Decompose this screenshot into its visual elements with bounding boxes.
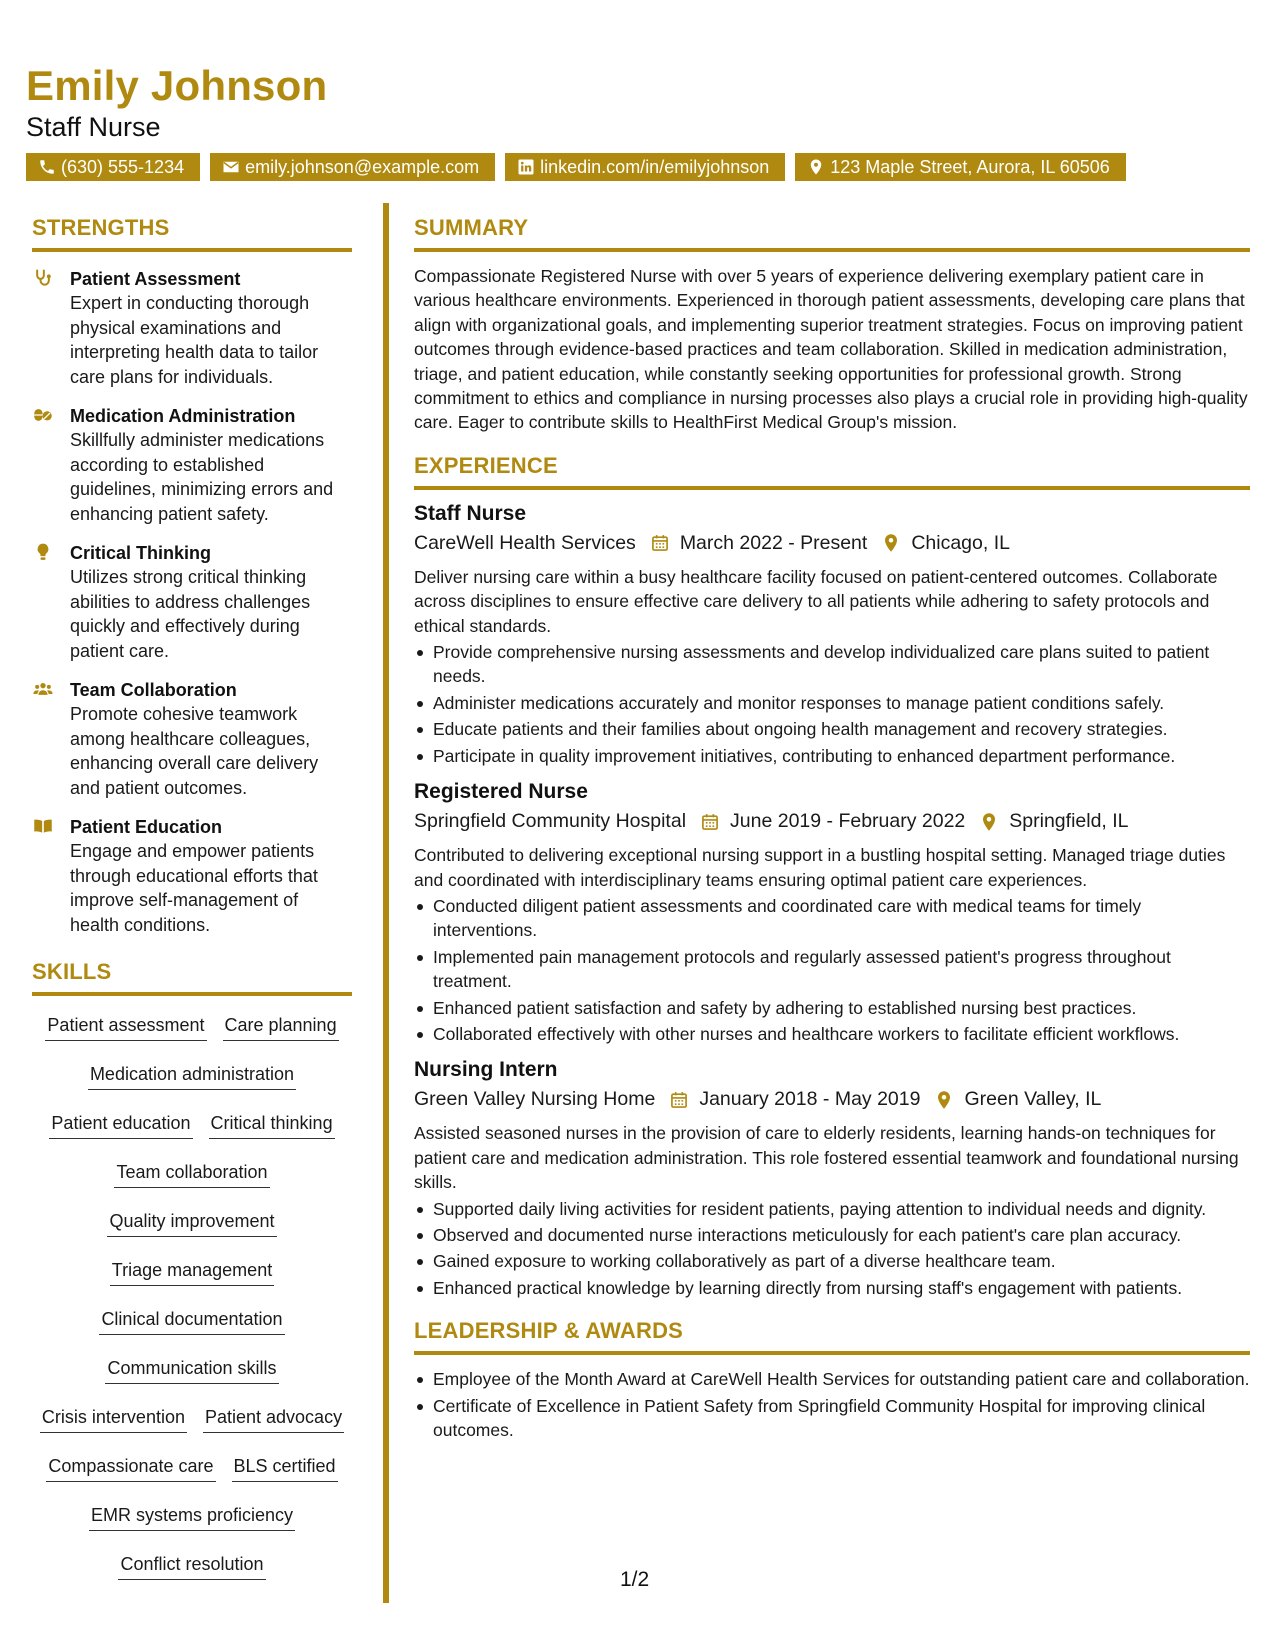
strength-desc: Utilizes strong critical thinking abilities to address challenges quickly and effectively during patient care. [70,567,311,661]
phone-icon [38,158,56,176]
pills-icon [32,405,54,425]
job-company: Green Valley Nursing Home [414,1088,656,1111]
strength-desc: Expert in conducting thorough physical examinations and interpreting health data to tailor care plans for individuals. [70,293,319,387]
job-meta [414,532,1250,555]
skill-tag: Triage management [110,1257,274,1286]
skills-list [32,1004,352,1592]
contact-linkedin-text: linkedin.com/in/emilyjohnson [540,157,770,177]
skill-tag: Team collaboration [114,1159,269,1188]
summary-text: Compassionate Registered Nurse with over 5 years of experience delivering exemplary patient care in various healthcare environments. Experienced in thorough patient assessments, developing care plans that align with organizational goals, and implementing superior treatment strategies. Focus on improving patient outcomes through evidence-based practices and team collaboration. Skilled in medication administration, triage, and patient education, while constantly seeking opportunities for professional growth. Strong commitment to ethics and compliance in nursing processes also plays a crucial role in providing high-quality care. Eager to contribute skills to HealthFirst Medical Group's mission. [414,266,1248,433]
job-description: Assisted seasoned nurses in the provision of care to elderly residents, learning hands-on techniques for patient care and medication administration. This role fostered essential teamwork and foundational nursing skills. [414,1123,1239,1193]
job-bullet: Participate in quality improvement initiatives, contributing to enhanced department performance. [414,744,1250,768]
contact-phone[interactable] [26,153,200,181]
strength-item [32,541,352,663]
skill-tag: Quality improvement [107,1208,276,1237]
strength-title: Critical Thinking [70,543,212,563]
awards-title: LEADERSHIP & AWARDS [414,1318,684,1344]
job-bullets [414,1197,1250,1301]
map-pin-icon [807,158,825,176]
skill-tag: Crisis intervention [40,1404,187,1433]
contact-address[interactable] [795,153,1126,181]
book-icon [32,816,54,836]
experience-rule [414,486,1250,490]
contact-address-text: 123 Maple Street, Aurora, IL 60506 [830,157,1110,177]
skill-tag: Compassionate care [46,1453,215,1482]
strength-title: Patient Education [70,817,223,837]
job-bullet: Administer medications accurately and monitor responses to manage patient conditions safely. [414,691,1250,715]
contact-linkedin[interactable] [505,153,785,181]
job-description: Contributed to delivering exceptional nursing support in a bustling hospital setting. Managed triage duties and coordinated with interdisciplinary teams ensuring optimal patient care experiences. [414,845,1226,890]
job-meta [414,810,1250,833]
skill-tag: Communication skills [105,1355,278,1384]
lightbulb-icon [32,542,54,562]
map-pin-icon [979,812,999,832]
job-bullet: Enhanced practical knowledge by learning directly from nursing staff's engagement with patients. [414,1276,1250,1300]
job-title: Nursing Intern [414,1058,558,1082]
map-pin-icon [881,533,901,553]
summary-section [414,215,1250,435]
summary-rule [414,248,1250,252]
linkedin-icon [517,158,535,176]
skill-tag: BLS certified [232,1453,338,1482]
skill-tag: Conflict resolution [118,1551,265,1580]
job-bullet: Collaborated effectively with other nurses and healthcare workers to facilitate efficient workflows. [414,1022,1250,1046]
skills-rule [32,992,352,996]
job-bullet: Enhanced patient satisfaction and safety by adhering to established nursing best practices. [414,996,1250,1020]
award-item: Employee of the Month Award at CareWell Health Services for outstanding patient care and collaboration. [414,1367,1250,1391]
job-company: Springfield Community Hospital [414,810,687,833]
candidate-name: Emily Johnson [26,62,328,109]
column-divider [383,203,389,1603]
job-bullets [414,640,1250,768]
strength-item [32,267,352,389]
job-location: Springfield, IL [1009,810,1129,833]
strengths-rule [32,248,352,252]
strength-title: Medication Administration [70,406,296,426]
job-bullet: Provide comprehensive nursing assessments and develop individualized care plans suited to patient needs. [414,640,1250,689]
contact-email[interactable] [210,153,495,181]
strength-title: Patient Assessment [70,269,241,289]
skill-tag: Patient education [49,1110,192,1139]
job-entry [414,502,1250,768]
strength-desc: Skillfully administer medications according to established guidelines, minimizing errors and enhancing patient safety. [70,430,334,524]
job-dates: March 2022 - Present [679,531,868,554]
skill-tag: Patient assessment [45,1012,206,1041]
awards-rule [414,1351,1250,1355]
experience-title: EXPERIENCE [414,452,558,478]
award-item: Certificate of Excellence in Patient Safety from Springfield Community Hospital for improving clinical outcomes. [414,1394,1250,1443]
strength-item [32,678,352,800]
job-bullet: Observed and documented nurse interactions meticulously for each patient's care plan accuracy. [414,1223,1250,1247]
job-bullet: Supported daily living activities for resident patients, paying attention to individual needs and dignity. [414,1197,1250,1221]
strengths-title: STRENGTHS [32,215,170,240]
job-meta [414,1088,1250,1111]
job-title: Registered Nurse [414,780,588,804]
job-location: Green Valley, IL [964,1088,1102,1111]
job-company: CareWell Health Services [414,531,636,554]
skills-section [32,959,352,1592]
contact-bar [26,153,1126,181]
skill-tag: Care planning [223,1012,339,1041]
calendar-icon [650,533,670,553]
job-dates: June 2019 - February 2022 [730,810,966,833]
job-title: Staff Nurse [414,501,527,525]
job-dates: January 2018 - May 2019 [699,1088,921,1111]
skill-tag: Clinical documentation [99,1306,284,1335]
summary-title: SUMMARY [414,215,529,240]
skill-tag: Medication administration [88,1061,296,1090]
strength-item [32,404,352,526]
strength-desc: Engage and empower patients through educational efforts that improve self-management of health conditions. [70,841,318,935]
skill-tag: Critical thinking [209,1110,335,1139]
strength-title: Team Collaboration [70,680,237,700]
envelope-icon [222,158,240,176]
job-description: Deliver nursing care within a busy healthcare facility focused on patient-centered outcomes. Collaborate across disciplines to ensure effective care delivery to all patients while adhering to safety protocols and ethical standards. [414,566,1218,636]
skills-title: SKILLS [32,959,112,984]
job-bullet: Gained exposure to working collaboratively as part of a diverse healthcare team. [414,1249,1250,1273]
job-bullet: Conducted diligent patient assessments and coordinated care with medical teams for timely interventions. [414,894,1250,943]
awards-list [414,1367,1250,1442]
users-icon [32,679,54,699]
job-bullets [414,894,1250,1046]
map-pin-icon [934,1090,954,1110]
left-column [32,215,352,1592]
calendar-icon [669,1090,689,1110]
experience-section [414,453,1250,1300]
job-entry [414,1058,1250,1300]
page-number: 1/2 [620,1568,650,1591]
candidate-role: Staff Nurse [26,112,161,142]
calendar-icon [700,812,720,832]
right-column [414,215,1250,1444]
job-entry [414,780,1250,1046]
contact-phone-text: (630) 555-1234 [61,157,185,177]
stethoscope-icon [32,268,54,288]
job-bullet: Educate patients and their families about ongoing health management and recovery strategies. [414,717,1250,741]
awards-section [414,1318,1250,1442]
job-location: Chicago, IL [911,531,1010,554]
job-bullet: Implemented pain management protocols and regularly assessed patient's progress throughout treatment. [414,945,1250,994]
strength-desc: Promote cohesive teamwork among healthcare colleagues, enhancing overall care delivery and patient outcomes. [70,704,319,798]
strength-item [32,815,352,937]
skill-tag: EMR systems proficiency [89,1502,295,1531]
contact-email-text: emily.johnson@example.com [245,157,480,177]
strengths-section [32,215,352,937]
skill-tag: Patient advocacy [203,1404,344,1433]
